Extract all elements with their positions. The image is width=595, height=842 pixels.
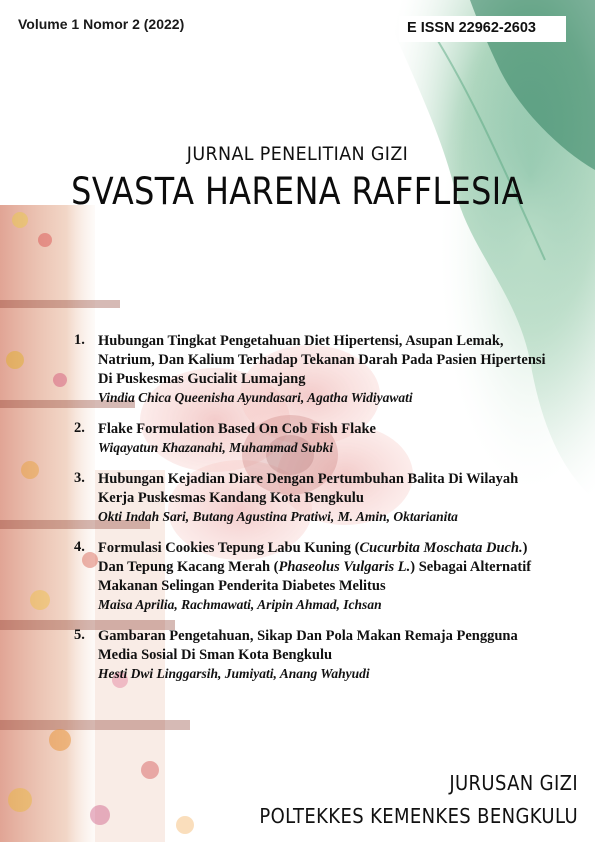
article-title-part: ) Sebagai Alternatif Makanan Selingan Penderita Diabetes Melitus — [98, 559, 532, 594]
article-title[interactable]: Gambaran Pengetahuan, Sikap Dan Pola Makan Remaja Pengguna Media Sosial Di Sman Kota Bengkulu — [98, 628, 518, 663]
article-entry-2[interactable] — [74, 420, 554, 456]
article-number: 1. — [74, 332, 85, 348]
article-title[interactable]: Flake Formulation Based On Cob Fish Flake — [98, 421, 376, 437]
article-entry-3[interactable] — [74, 470, 554, 525]
article-authors: Okti Indah Sari, Butang Agustina Pratiwi, M. Amin, Oktarianita — [98, 509, 458, 524]
article-title-part: ) Dan Tepung Kacang Merah ( — [98, 540, 528, 575]
article-authors: Hesti Dwi Linggarsih, Jumiyati, Anang Wahyudi — [98, 666, 370, 681]
article-number: 3. — [74, 470, 85, 486]
article-title-species: Cucurbita Moschata Duch. — [359, 540, 523, 556]
article-title-species: Phaseolus Vulgaris L. — [278, 559, 411, 575]
article-title-part: Formulasi Cookies Tepung Labu Kuning ( — [98, 540, 360, 556]
article-authors: Wiqayatun Khazanahi, Muhammad Subki — [98, 440, 334, 455]
issn-label: E ISSN 22962-2603 — [399, 16, 566, 42]
article-authors: Maisa Aprilia, Rachmawati, Aripin Ahmad, Ichsan — [98, 597, 382, 612]
table-of-contents — [74, 332, 554, 696]
volume-number: Volume 1 Nomor 2 (2022) — [18, 16, 185, 32]
article-title[interactable]: Hubungan Tingkat Pengetahuan Diet Hipertensi, Asupan Lemak, Natrium, Dan Kalium Terhadap Tekanan Darah Pada Pasien Hipertensi Di Puskesmas Gucialit Lumajang — [98, 333, 546, 387]
publisher-block — [224, 767, 578, 833]
article-authors: Vindia Chica Queenisha Ayundasari, Agatha Widiyawati — [98, 390, 413, 405]
institution-name: POLTEKKES KEMENKES BENGKULU — [259, 804, 578, 828]
department-name: JURUSAN GIZI — [449, 771, 578, 795]
journal-subtitle: JURNAL PENELITIAN GIZI — [186, 143, 409, 165]
journal-title: SVASTA HARENA RAFFLESIA — [71, 170, 524, 213]
article-title[interactable] — [98, 539, 554, 596]
article-entry-4[interactable] — [74, 539, 554, 613]
article-entry-5[interactable] — [74, 627, 554, 682]
article-number: 2. — [74, 420, 85, 436]
article-entry-1[interactable] — [74, 332, 554, 406]
article-title[interactable]: Hubungan Kejadian Diare Dengan Pertumbuhan Balita Di Wilayah Kerja Puskesmas Kandang Kota Bengkulu — [98, 471, 519, 506]
article-number: 4. — [74, 539, 85, 555]
article-number: 5. — [74, 627, 85, 643]
